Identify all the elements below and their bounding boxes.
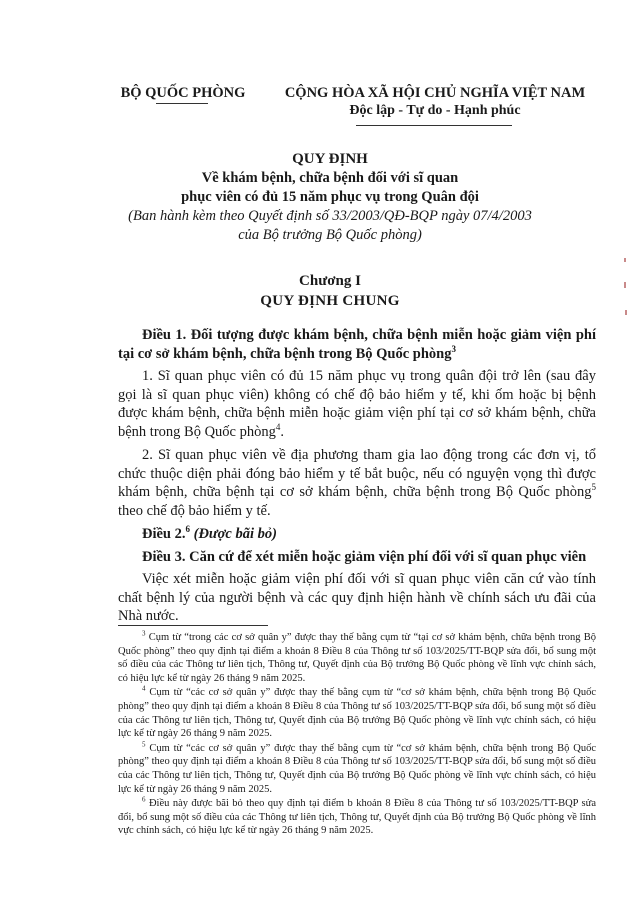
issuance-line-2: của Bộ trưởng Bộ Quốc phòng)	[238, 227, 422, 243]
article-1-clause-1-end: .	[280, 423, 284, 440]
article-2-title	[118, 525, 596, 544]
article-3-title	[118, 548, 596, 567]
national-motto: Độc lập - Tự do - Hạnh phúc	[349, 103, 521, 118]
country-name: CỘNG HÒA XÃ HỘI CHỦ NGHĨA VIỆT NAM	[284, 85, 586, 101]
footnote-number: 3	[142, 629, 146, 638]
document-title	[80, 150, 580, 245]
footnote-separator	[118, 625, 268, 626]
chapter-number: Chương I	[299, 273, 361, 289]
article-1-clause-2	[118, 446, 596, 520]
footnote-4	[118, 686, 596, 740]
title-line-2: phục viên có đủ 15 năm phục vụ trong Quân đội	[181, 189, 479, 205]
footnote-text: Điều này được bãi bỏ theo quy định tại điểm b khoản 8 Điều 8 của Thông tư số 103/2025/TT-BQP sửa đổi, bổ sung một số điều của các Thông tư liên tịch, Thông tư, Quyết định của Bộ trưởng Bộ Quốc phòng về lĩnh vực chính sách, có hiệu lực kể từ ngày 26 tháng 9 năm 2025.	[118, 798, 596, 837]
footnote-number: 5	[142, 740, 146, 749]
title-line-1: Về khám bệnh, chữa bệnh đối với sĩ quan	[201, 170, 459, 186]
footnote-6	[118, 797, 596, 838]
footnotes	[118, 631, 596, 839]
document-body	[118, 326, 596, 631]
scan-margin-mark	[624, 282, 626, 288]
chapter-name: QUY ĐỊNH CHUNG	[260, 293, 400, 309]
article-2-title-text: Điều 2.	[142, 526, 186, 542]
footnote-ref-4[interactable]: 4	[275, 421, 281, 432]
footnote-text: Cụm từ “các cơ sở quân y” được thay thế bằng cụm từ “cơ sở khám bệnh, chữa bệnh trong Bộ Quốc phòng” theo quy định tại điểm a khoản 8 Điều 8 của Thông tư số 103/2025/TT-BQP sửa đổi, bổ sung một số điều của các Thông tư liên tịch, Thông tư, Quyết định của Bộ trưởng Bộ Quốc phòng về lĩnh vực chính sách, có hiệu lực kể từ ngày 26 tháng 9 năm 2025.	[118, 742, 596, 795]
agency-underline	[156, 103, 208, 104]
footnote-5	[118, 742, 596, 796]
motto-underline	[356, 125, 512, 126]
issuing-agency	[113, 84, 253, 102]
footnote-text: Cụm từ “trong các cơ sở quân y” được thay thế bằng cụm từ “tại cơ sở khám bệnh, chữa bệnh trong Bộ Quốc phòng” theo quy định tại điểm a khoản 8 Điều 8 của Thông tư số 103/2025/TT-BQP sửa đổi, bổ sung một số điều của các Thông tư liên tịch, Thông tư, Quyết định của Bộ trưởng Bộ Quốc phòng về lĩnh vực chính sách, có hiệu lực kể từ ngày 26 tháng 9 năm 2025.	[118, 632, 596, 684]
article-1-title-text: Điều 1. Đối tượng được khám bệnh, chữa bệnh miễn hoặc giảm viện phí tại cơ sở khám bệnh, chữa bệnh trong Bộ Quốc phòng	[118, 327, 596, 362]
footnote-text: Cụm từ “các cơ sở quân y” được thay thế bằng cụm từ “cơ sở khám bệnh, chữa bệnh trong Bộ Quốc phòng” theo quy định tại điểm a khoản 8 Điều 8 của Thông tư số 103/2025/TT-BQP sửa đổi, bổ sung một số điều của các Thông tư liên tịch, Thông tư, Quyết định của Bộ trưởng Bộ Quốc phòng về lĩnh vực chính sách, có hiệu lực kể từ ngày 26 tháng 9 năm 2025.	[118, 687, 596, 740]
scan-margin-mark	[624, 258, 626, 262]
footnote-ref-3[interactable]: 3	[451, 343, 456, 354]
national-title	[275, 84, 595, 120]
article-1-title	[118, 326, 596, 363]
footnote-number: 6	[142, 795, 146, 804]
chapter-heading	[80, 271, 580, 311]
article-3-paragraph-text: Việc xét miễn hoặc giảm viện phí đối với sĩ quan phục viên căn cứ vào tính chất bệnh lý của người bệnh và các quy định hiện hành về chính sách ưu đãi của Nhà nước.	[118, 571, 596, 624]
article-1-clause-1-text: 1. Sĩ quan phục viên có đủ 15 năm phục vụ trong quân đội trở lên (sau đây gọi là sĩ quan phục viên) không có chế độ bảo hiểm y tế, khi ốm hoặc bị bệnh được khám bệnh, chữa bệnh miễn hoặc giảm viện phí tại cơ sở khám bệnh, chữa bệnh trong Bộ Quốc phòng	[118, 368, 596, 440]
title-main: QUY ĐỊNH	[292, 151, 368, 167]
article-1-clause-2-end: theo chế độ bảo hiểm y tế.	[118, 502, 271, 519]
footnote-3	[118, 631, 596, 685]
issuance-line-1: (Ban hành kèm theo Quyết định số 33/2003/QĐ-BQP ngày 07/4/2003	[128, 208, 532, 224]
article-3-paragraph	[118, 570, 596, 626]
scan-margin-mark	[625, 310, 627, 315]
article-1-clause-1	[118, 367, 596, 441]
article-1-clause-2-text: 2. Sĩ quan phục viên về địa phương tham gia lao động trong các đơn vị, tổ chức thuộc diện phải đóng bảo hiểm y tế bắt buộc, nếu có nguyện vọng thì được khám bệnh, chữa bệnh tại cơ sở khám bệnh, chữa bệnh trong Bộ Quốc phòng	[118, 447, 596, 500]
footnote-ref-5[interactable]: 5	[591, 482, 596, 493]
footnote-ref-6[interactable]: 6	[185, 524, 190, 535]
article-2-repealed-note: (Được bãi bỏ)	[190, 526, 277, 542]
article-3-title-text: Điều 3. Căn cứ để xét miễn hoặc giảm viện phí đối với sĩ quan phục viên	[142, 548, 587, 565]
agency-name: BỘ QUỐC PHÒNG	[120, 85, 246, 101]
footnote-number: 4	[142, 684, 146, 693]
